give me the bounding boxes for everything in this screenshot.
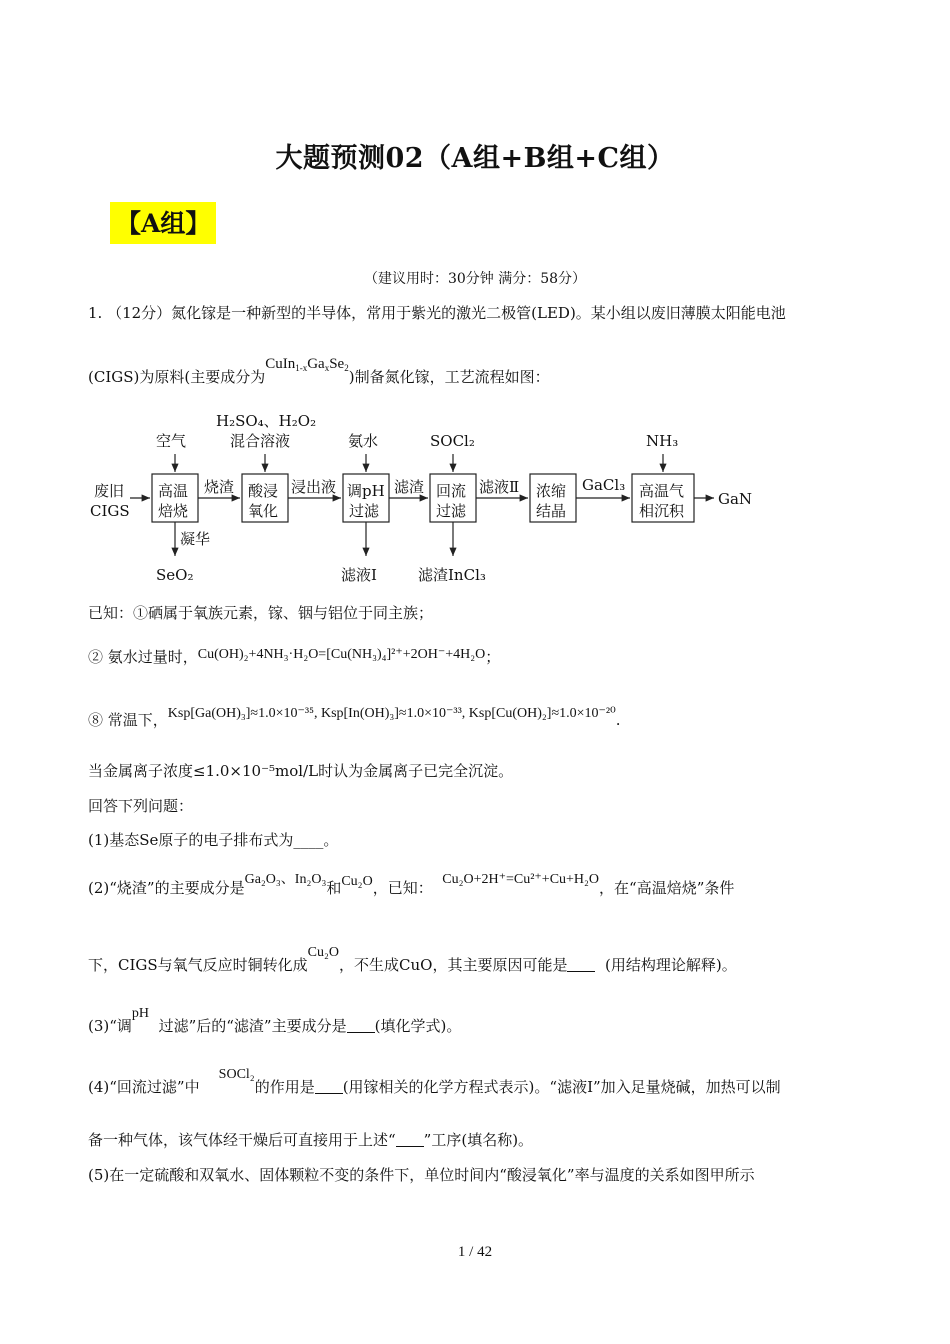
box3-l2: 过滤 xyxy=(349,502,380,520)
q2b-formula-cu2o: Cu₂O xyxy=(307,945,340,960)
known-item-2: ② 氨水过量时，Cu(OH)₂+4NH₃·H₂O=[Cu(NH₃)₄]²⁺+2OH⁻+4H₂O； xyxy=(88,647,501,666)
box4-l2: 过滤 xyxy=(436,502,467,520)
question-1-1: (1)基态Se原子的电子排布式为____。 xyxy=(88,831,339,849)
arrow-label-1: 烧渣 xyxy=(204,478,235,496)
known-item-2-label: ② 氨水过量时， xyxy=(88,648,198,666)
product-gan: GaN xyxy=(718,490,753,508)
q2-formula-cu2o: Cu₂O xyxy=(341,874,373,889)
box6-l1: 高温气 xyxy=(639,482,685,500)
q4-formula-socl2: SOCl₂ xyxy=(218,1067,255,1082)
box4-l1: 回流 xyxy=(436,482,467,500)
arrow-label-3: 滤渣 xyxy=(394,478,425,496)
bottom-output-filtrate-1: 滤液Ⅰ xyxy=(341,566,377,584)
q1-line2-post: )制备氮化镓，工艺流程如图： xyxy=(348,368,550,386)
q1-line2-pre: (CIGS)为原料(主要成分为 xyxy=(88,368,266,386)
question-1-4b: 备一种气体，该气体经干燥后可直接用于上述“ ”工序(填名称)。 xyxy=(88,1131,534,1149)
answer-blank[interactable] xyxy=(396,1132,424,1147)
known-intro: 已知：①硒属于氧族元素，镓、铟与铝位于同主族； xyxy=(88,604,434,622)
box2-l1: 酸浸 xyxy=(248,482,279,500)
question-1-2a: (2)“烧渣”的主要成分是Ga₂O₃、In₂O₃和Cu₂O，已知： Cu₂O+2H⁺=Cu²⁺+Cu+H₂O，在“高温焙烧”条件 xyxy=(88,872,735,897)
box1-l1: 高温 xyxy=(158,482,189,500)
q2-formula-oxides: Ga₂O₃、In₂O₃ xyxy=(244,872,327,887)
page-number: 1 / 42 xyxy=(457,1244,493,1260)
known-complete-precipitation: 当金属离子浓度≤1.0×10⁻⁵mol/L时认为金属离子已完全沉淀。 xyxy=(88,762,514,780)
bottom-output-incl3: 滤渣InCl₃ xyxy=(418,566,486,584)
box5-l1: 浓缩 xyxy=(536,482,567,500)
known-item-2-formula: Cu(OH)₂+4NH₃·H₂O=[Cu(NH₃)₄]²⁺+2OH⁻+4H₂O xyxy=(197,647,486,662)
box6-l2: 相沉积 xyxy=(639,502,685,520)
box2-l2: 氧化 xyxy=(248,502,279,520)
questions-header: 回答下列问题： xyxy=(88,797,194,815)
known-item-3: ⑧ 常温下，Ksp[Ga(OH)₃]≈1.0×10⁻³⁵, Ksp[In(OH)₃]≈1.0×10⁻³³, Ksp[Cu(OH)₂]≈1.0×10⁻²⁰. xyxy=(88,706,621,729)
arrow-label-4: 滤液Ⅱ xyxy=(479,478,520,496)
question-1-4a: (4)“回流过滤”中 SOCl₂的作用是 (用镓相关的化学方程式表示)。“滤液Ⅰ”加入足量烧碱，加热可以制 xyxy=(88,1067,781,1096)
arrow-label-5: GaCl₃ xyxy=(582,476,626,494)
q2-formula-reaction: Cu₂O+2H⁺=Cu²⁺+Cu+H₂O xyxy=(442,872,600,887)
top-input-acid-2: 混合溶液 xyxy=(230,432,291,450)
known-item-3-label: ⑧ 常温下， xyxy=(88,711,168,729)
box5-l2: 结晶 xyxy=(536,502,567,520)
bottom-output-seo2: SeO₂ xyxy=(156,566,194,584)
top-input-acid-1: H₂SO₄、H₂O₂ xyxy=(216,412,317,430)
q3-formula-ph: pH xyxy=(131,1006,150,1021)
answer-blank[interactable] xyxy=(347,1018,375,1033)
answer-blank[interactable] xyxy=(315,1079,343,1094)
question-1-3: (3)“调pH 过滤”后的“滤渣”主要成分是 (填化学式)。 xyxy=(88,1006,462,1035)
input-label-2: CIGS xyxy=(90,502,130,520)
box1-l2: 焙烧 xyxy=(158,502,189,520)
question-1-5: (5)在一定硫酸和双氧水、固体颗粒不变的条件下，单位时间内“酸浸氧化”率与温度的关系如图甲所示 xyxy=(88,1166,755,1184)
group-a-tag: 【A组】 xyxy=(110,202,216,244)
page-title: 大题预测02（A组+B组+C组） xyxy=(275,143,675,174)
answer-blank[interactable] xyxy=(567,957,595,972)
question-1-2b: 下，CIGS与氧气反应时铜转化成Cu₂O，不生成CuO，其主要原因可能是 (用结构理论解释)。 xyxy=(88,945,737,974)
time-note: （建议用时：30分钟 满分：58分） xyxy=(363,271,587,287)
known-item-3-formula: Ksp[Ga(OH)₃]≈1.0×10⁻³⁵, Ksp[In(OH)₃]≈1.0×10⁻³³, Ksp[Cu(OH)₂]≈1.0×10⁻²⁰ xyxy=(167,706,616,721)
cigs-formula: $CuIn_{1-x}Ga_xSe_2$ xyxy=(265,356,349,373)
question-1-intro: 1. （12分）氮化镓是一种新型的半导体，常用于紫光的激光二极管(LED)。某小组以废旧薄膜太阳能电池 xyxy=(88,304,786,322)
input-label-1: 废旧 xyxy=(94,482,125,500)
box3-l1: 调pH xyxy=(347,482,385,500)
arrow-label-2: 浸出液 xyxy=(291,478,337,496)
top-input-air: 空气 xyxy=(156,432,187,450)
top-input-socl2: SOCl₂ xyxy=(430,432,475,450)
top-input-nh3: NH₃ xyxy=(646,432,679,450)
top-input-ammonia: 氨水 xyxy=(348,432,379,450)
process-flow-diagram xyxy=(86,408,766,590)
question-1-intro-cont xyxy=(88,356,550,393)
bottom-label-sublimation: 凝华 xyxy=(180,530,211,548)
